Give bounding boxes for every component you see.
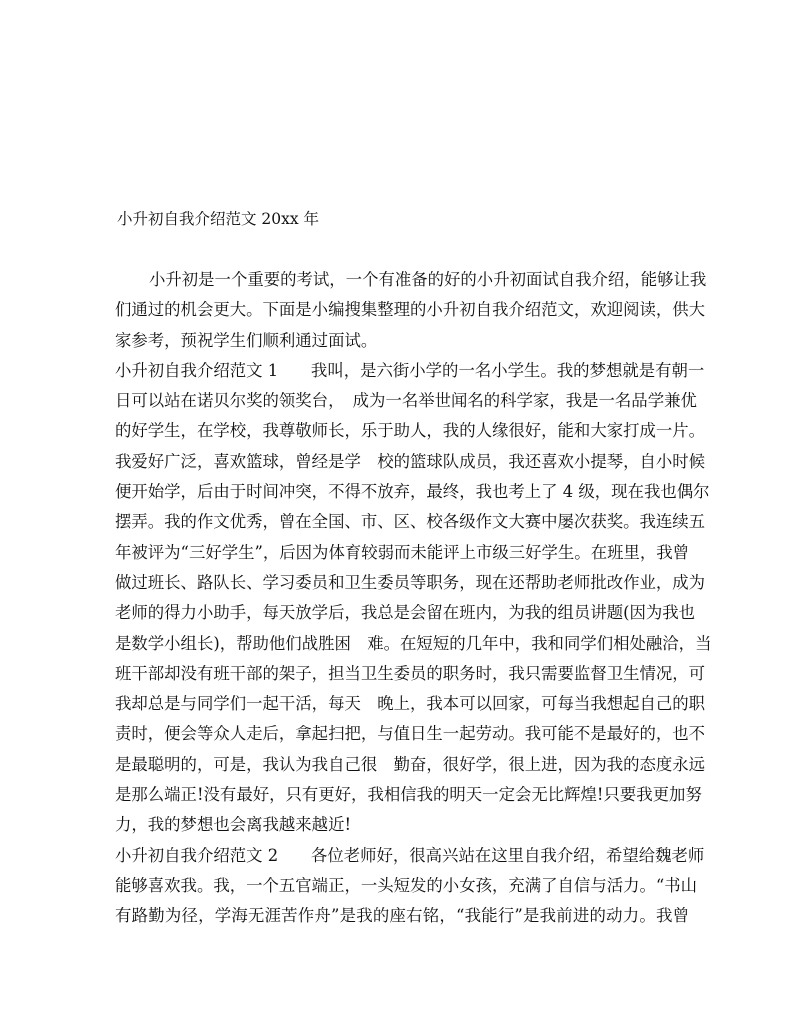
intro-line-3: 家参考，预祝学生们顺利通过面试。 <box>115 330 378 350</box>
essay1-line-14: 是最聪明的，可是，我认为我自己很 勤奋，很好学，很上进，因为我的态度永远 <box>115 754 706 774</box>
essay2-line-1: 小升初自我介绍范文 2 各位老师好，很高兴站在这里自我介绍，希望给魏老师 <box>115 845 705 865</box>
essay1-line-11: 班干部却没有班干部的架子，担当卫生委员的职务时，我只需要监督卫生情况，可 <box>115 663 706 683</box>
essay1-line-2: 日可以站在诺贝尔奖的领奖台， 成为一名举世闻名的科学家，我是一名品学兼优 <box>115 391 697 411</box>
essay2-line-3: 有路勤为径，学海无涯苦作舟”是我的座右铭，“我能行”是我前进的动力。我曾 <box>115 906 689 926</box>
essay1-line-1: 小升初自我介绍范文 1 我叫，是六街小学的一名小学生。我的梦想就是有朝一 <box>115 360 705 380</box>
essay2-line-2: 能够喜欢我。我，一个五官端正，一头短发的小女孩，充满了自信与活力。“书山 <box>115 875 698 895</box>
essay1-line-10: 是数学小组长)，帮助他们战胜困 难。在短短的几年中，我和同学们相处融洽，当 <box>115 633 712 653</box>
essay1-line-16: 力，我的梦想也会离我越来越近! <box>115 815 352 835</box>
document-title: 小升初自我介绍范文 20xx 年 <box>117 210 320 228</box>
intro-line-1: 小升初是一个重要的考试，一个有准备的好的小升初面试自我介绍，能够让我 <box>149 270 707 289</box>
essay1-line-13: 责时，便会等众人走后，拿起扫把，与值日生一起劳动。我可能不是最好的，也不 <box>115 724 706 744</box>
essay1-line-7: 年被评为“三好学生”，后因为体育较弱而未能评上市级三好学生。在班里，我曾 <box>115 542 690 562</box>
essay1-line-6: 摆弄。我的作文优秀，曾在全国、市、区、校各级作文大赛中屡次获奖。我连续五 <box>115 512 706 532</box>
essay1-line-8: 做过班长、路队长、学习委员和卫生委员等职务，现在还帮助老师批改作业，成为 <box>115 572 706 592</box>
essay1-line-9: 老师的得力小助手，每天放学后，我总是会留在班内，为我的组员讲题(因为我也 <box>115 603 696 623</box>
document-body <box>115 265 712 932</box>
essay1-line-4: 我爱好广泛，喜欢篮球，曾经是学 校的篮球队成员，我还喜欢小提琴，自小时候 <box>115 451 706 471</box>
essay1-line-12: 我却总是与同学们一起干活，每天 晚上，我本可以回家，可每当我想起自己的职 <box>115 694 706 714</box>
intro-line-2: 们通过的机会更大。下面是小编搜集整理的小升初自我介绍范文，欢迎阅读，供大 <box>115 300 706 320</box>
essay1-line-3: 的好学生，在学校，我尊敬师长，乐于助人，我的人缘很好，能和大家打成一片。 <box>115 421 706 441</box>
essay1-line-15: 是那么端正!没有最好，只有更好，我相信我的明天一定会无比辉煌!只要我更加努 <box>115 785 702 805</box>
essay1-line-5: 便开始学，后由于时间冲突，不得不放弃，最终，我也考上了 4 级，现在我也偶尔 <box>115 482 710 502</box>
